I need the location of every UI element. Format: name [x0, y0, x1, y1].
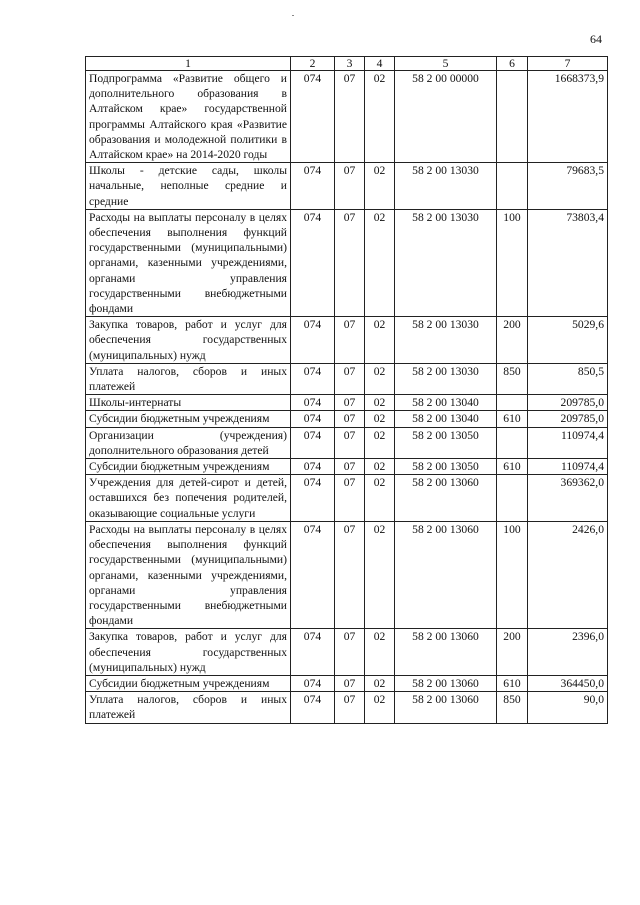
- row-name-cell: Закупка товаров, работ и услуг для обеспечения государственных (муниципальных) нужд: [86, 317, 291, 364]
- target-code-cell: 58 2 00 13050: [395, 427, 497, 458]
- section-code-cell: 07: [335, 459, 365, 475]
- admin-code-cell: 074: [291, 475, 335, 522]
- table-row: [86, 317, 608, 364]
- header-cell: 7: [528, 57, 608, 71]
- amount-cell: 90,0: [528, 692, 608, 723]
- amount-cell: 209785,0: [528, 411, 608, 427]
- table-row: [86, 395, 608, 411]
- admin-code-cell: 074: [291, 209, 335, 316]
- table-header-row: [86, 57, 608, 71]
- expense-type-cell: [497, 71, 528, 163]
- row-name-cell: Субсидии бюджетным учреждениям: [86, 411, 291, 427]
- subsection-code-cell: 02: [365, 459, 395, 475]
- section-code-cell: 07: [335, 71, 365, 163]
- section-code-cell: 07: [335, 521, 365, 628]
- admin-code-cell: 074: [291, 459, 335, 475]
- row-name-cell: Расходы на выплаты персоналу в целях обеспечения выполнения функций государственными (муниципальными) органами, казенными учреждениями, органами управления государственными внебюджетными фондами: [86, 521, 291, 628]
- section-code-cell: 07: [335, 395, 365, 411]
- table-row: [86, 411, 608, 427]
- subsection-code-cell: 02: [365, 71, 395, 163]
- row-name-cell: Расходы на выплаты персоналу в целях обеспечения выполнения функций государственными (муниципальными) органами, казенными учреждениями, органами управления государственными внебюджетными фондами: [86, 209, 291, 316]
- section-code-cell: 07: [335, 163, 365, 210]
- target-code-cell: 58 2 00 13060: [395, 692, 497, 723]
- admin-code-cell: 074: [291, 675, 335, 691]
- expense-type-cell: 610: [497, 459, 528, 475]
- admin-code-cell: 074: [291, 395, 335, 411]
- target-code-cell: 58 2 00 13060: [395, 675, 497, 691]
- table-row: [86, 692, 608, 723]
- table-row: [86, 475, 608, 522]
- section-code-cell: 07: [335, 427, 365, 458]
- target-code-cell: 58 2 00 13040: [395, 395, 497, 411]
- amount-cell: 2396,0: [528, 629, 608, 676]
- page-number: 64: [590, 32, 602, 46]
- amount-cell: 110974,4: [528, 427, 608, 458]
- header-cell: 3: [335, 57, 365, 71]
- subsection-code-cell: 02: [365, 675, 395, 691]
- expense-type-cell: 100: [497, 521, 528, 628]
- row-name-cell: Школы-интернаты: [86, 395, 291, 411]
- subsection-code-cell: 02: [365, 521, 395, 628]
- subsection-code-cell: 02: [365, 411, 395, 427]
- table-row: [86, 427, 608, 458]
- row-name-cell: Уплата налогов, сборов и иных платежей: [86, 692, 291, 723]
- amount-cell: 364450,0: [528, 675, 608, 691]
- amount-cell: 73803,4: [528, 209, 608, 316]
- target-code-cell: 58 2 00 13030: [395, 209, 497, 316]
- amount-cell: 5029,6: [528, 317, 608, 364]
- table-row: [86, 675, 608, 691]
- target-code-cell: 58 2 00 13030: [395, 363, 497, 394]
- amount-cell: 110974,4: [528, 459, 608, 475]
- scan-artifact: [292, 15, 294, 16]
- row-name-cell: Организации (учреждения) дополнительного образования детей: [86, 427, 291, 458]
- target-code-cell: 58 2 00 13060: [395, 475, 497, 522]
- header-cell: 6: [497, 57, 528, 71]
- target-code-cell: 58 2 00 13050: [395, 459, 497, 475]
- subsection-code-cell: 02: [365, 363, 395, 394]
- row-name-cell: Закупка товаров, работ и услуг для обеспечения государственных (муниципальных) нужд: [86, 629, 291, 676]
- expense-type-cell: [497, 475, 528, 522]
- admin-code-cell: 074: [291, 521, 335, 628]
- admin-code-cell: 074: [291, 363, 335, 394]
- expense-type-cell: 850: [497, 363, 528, 394]
- header-cell: 4: [365, 57, 395, 71]
- admin-code-cell: 074: [291, 71, 335, 163]
- admin-code-cell: 074: [291, 317, 335, 364]
- header-cell: 1: [86, 57, 291, 71]
- header-cell: 5: [395, 57, 497, 71]
- expense-type-cell: 200: [497, 317, 528, 364]
- target-code-cell: 58 2 00 13030: [395, 163, 497, 210]
- expense-type-cell: [497, 163, 528, 210]
- section-code-cell: 07: [335, 675, 365, 691]
- row-name-cell: Учреждения для детей-сирот и детей, оставшихся без попечения родителей, оказывающие социальные услуги: [86, 475, 291, 522]
- table-row: [86, 209, 608, 316]
- target-code-cell: 58 2 00 13040: [395, 411, 497, 427]
- expense-type-cell: 850: [497, 692, 528, 723]
- amount-cell: 850,5: [528, 363, 608, 394]
- section-code-cell: 07: [335, 475, 365, 522]
- amount-cell: 209785,0: [528, 395, 608, 411]
- target-code-cell: 58 2 00 13060: [395, 521, 497, 628]
- expense-type-cell: 100: [497, 209, 528, 316]
- subsection-code-cell: 02: [365, 317, 395, 364]
- expense-type-cell: 610: [497, 411, 528, 427]
- section-code-cell: 07: [335, 209, 365, 316]
- row-name-cell: Субсидии бюджетным учреждениям: [86, 675, 291, 691]
- section-code-cell: 07: [335, 317, 365, 364]
- header-cell: 2: [291, 57, 335, 71]
- admin-code-cell: 074: [291, 629, 335, 676]
- target-code-cell: 58 2 00 13060: [395, 629, 497, 676]
- admin-code-cell: 074: [291, 163, 335, 210]
- table-row: [86, 459, 608, 475]
- amount-cell: 2426,0: [528, 521, 608, 628]
- table-row: [86, 629, 608, 676]
- section-code-cell: 07: [335, 411, 365, 427]
- row-name-cell: Субсидии бюджетным учреждениям: [86, 459, 291, 475]
- expense-type-cell: 200: [497, 629, 528, 676]
- section-code-cell: 07: [335, 363, 365, 394]
- subsection-code-cell: 02: [365, 475, 395, 522]
- row-name-cell: Подпрограмма «Развитие общего и дополнительного образования в Алтайском крае» государственной программы Алтайского края «Развитие образования и молодежной политики в Алтайском крае» на 2014-2020 годы: [86, 71, 291, 163]
- table-row: [86, 521, 608, 628]
- amount-cell: 369362,0: [528, 475, 608, 522]
- amount-cell: 1668373,9: [528, 71, 608, 163]
- table-row: [86, 163, 608, 210]
- admin-code-cell: 074: [291, 411, 335, 427]
- subsection-code-cell: 02: [365, 395, 395, 411]
- table-row: [86, 71, 608, 163]
- row-name-cell: Уплата налогов, сборов и иных платежей: [86, 363, 291, 394]
- row-name-cell: Школы - детские сады, школы начальные, неполные средние и средние: [86, 163, 291, 210]
- table-row: [86, 363, 608, 394]
- expense-type-cell: [497, 395, 528, 411]
- subsection-code-cell: 02: [365, 692, 395, 723]
- target-code-cell: 58 2 00 00000: [395, 71, 497, 163]
- subsection-code-cell: 02: [365, 209, 395, 316]
- budget-table: [85, 56, 608, 724]
- section-code-cell: 07: [335, 629, 365, 676]
- admin-code-cell: 074: [291, 427, 335, 458]
- section-code-cell: 07: [335, 692, 365, 723]
- subsection-code-cell: 02: [365, 163, 395, 210]
- expense-type-cell: 610: [497, 675, 528, 691]
- expense-type-cell: [497, 427, 528, 458]
- admin-code-cell: 074: [291, 692, 335, 723]
- target-code-cell: 58 2 00 13030: [395, 317, 497, 364]
- amount-cell: 79683,5: [528, 163, 608, 210]
- subsection-code-cell: 02: [365, 427, 395, 458]
- subsection-code-cell: 02: [365, 629, 395, 676]
